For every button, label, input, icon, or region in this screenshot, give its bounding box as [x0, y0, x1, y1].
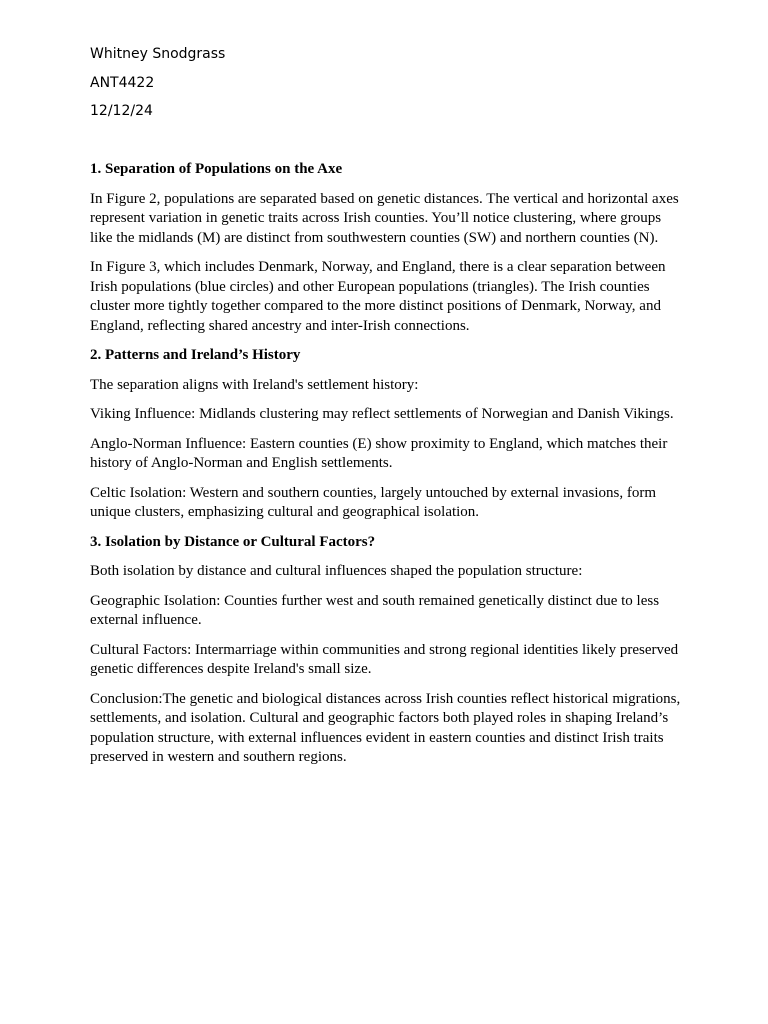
paragraph: Cultural Factors: Intermarriage within communities and strong regional identities likely preserved genetic differences despite Ireland's small size. [90, 641, 679, 677]
document-date: 12/12/24 [90, 103, 153, 119]
paragraph: In Figure 2, populations are separated based on genetic distances. The vertical and horizontal axes represent variation in genetic traits across Irish counties. You’ll notice clustering, where groups like the midlands (M) are distinct from southwestern counties (SW) and northern counties (N). [90, 190, 679, 246]
paragraph: Both isolation by distance and cultural influences shaped the population structure: [90, 563, 583, 579]
author-name: Whitney Snodgrass [90, 46, 226, 62]
paragraph: Viking Influence: Midlands clustering may reflect settlements of Norwegian and Danish Vikings. [90, 406, 674, 422]
conclusion-paragraph: Conclusion:The genetic and biological distances across Irish counties reflect historical migrations, settlements, and isolation. Cultural and geographic factors both played roles in shaping Ireland’s population structure, with external influences evident in eastern counties and distinct Irish traits preserved in western and southern regions. [90, 690, 681, 765]
section-heading: 3. Isolation by Distance or Cultural Factors? [90, 533, 376, 550]
course-code: ANT4422 [90, 75, 155, 91]
document-body [90, 160, 682, 778]
paragraph: The separation aligns with Ireland's settlement history: [90, 376, 419, 393]
paragraph: In Figure 3, which includes Denmark, Norway, and England, there is a clear separation between Irish populations (blue circles) and other European populations (triangles). The Irish counties cluster more tightly together compared to the more distinct positions of Denmark, Norway, and England, reflecting shared ancestry and inter-Irish connections. [90, 259, 666, 334]
paragraph: Anglo-Norman Influence: Eastern counties (E) show proximity to England, which matches their history of Anglo-Norman and English settlements. [90, 435, 668, 471]
section-heading: 1. Separation of Populations on the Axe [90, 161, 343, 177]
paragraph: Celtic Isolation: Western and southern counties, largely untouched by external invasions, form unique clusters, emphasizing cultural and geographical isolation. [90, 484, 657, 520]
paragraph: Geographic Isolation: Counties further west and south remained genetically distinct due to less external influence. [90, 592, 660, 628]
section-heading: 2. Patterns and Ireland’s History [90, 347, 301, 363]
